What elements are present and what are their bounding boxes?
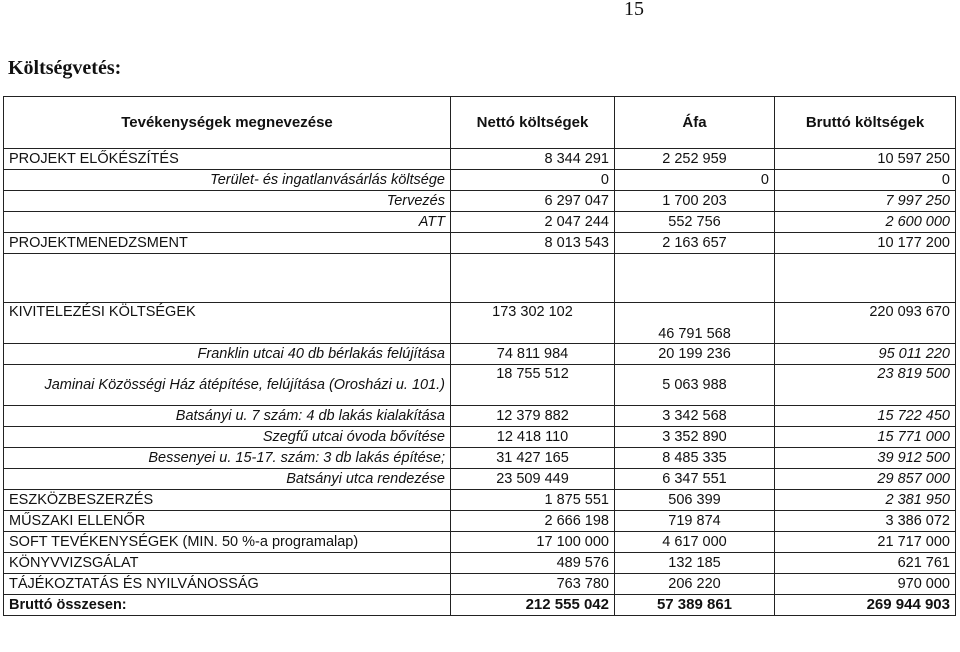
table-header-row (4, 97, 956, 149)
row-vat: 506 399 (615, 490, 775, 511)
row-name: SOFT TEVÉKENYSÉGEK (MIN. 50 %-a programalap) (4, 532, 451, 553)
row-gross: 15 771 000 (775, 427, 956, 448)
table-row (4, 365, 956, 406)
row-net: 763 780 (451, 574, 615, 595)
table-row (4, 191, 956, 212)
row-vat: 3 352 890 (615, 427, 775, 448)
row-name: Batsányi u. 7 szám: 4 db lakás kialakítása (4, 406, 451, 427)
row-gross: 39 912 500 (775, 448, 956, 469)
header-activity: Tevékenységek megnevezése (4, 97, 451, 149)
table-row (4, 149, 956, 170)
row-gross: 10 597 250 (775, 149, 956, 170)
row-gross: 10 177 200 (775, 233, 956, 254)
header-gross-cost: Bruttó költségek (775, 97, 956, 149)
row-gross: 7 997 250 (775, 191, 956, 212)
row-name: Tervezés (4, 191, 451, 212)
row-name: KIVITELEZÉSI KÖLTSÉGEK (4, 303, 451, 344)
row-net: 12 418 110 (451, 427, 615, 448)
row-vat: 719 874 (615, 511, 775, 532)
table-row (4, 511, 956, 532)
row-net: 74 811 984 (451, 344, 615, 365)
row-name: Franklin utcai 40 db bérlakás felújítása (4, 344, 451, 365)
row-vat: 3 342 568 (615, 406, 775, 427)
row-vat: 8 485 335 (615, 448, 775, 469)
table-row (4, 344, 956, 365)
row-gross: 970 000 (775, 574, 956, 595)
row-net: 12 379 882 (451, 406, 615, 427)
table-row (4, 303, 956, 344)
blank-row (4, 254, 956, 303)
row-vat: 20 199 236 (615, 344, 775, 365)
row-net: 18 755 512 (451, 365, 615, 406)
section-heading: Költségvetés: (8, 57, 122, 79)
total-gross: 269 944 903 (775, 595, 956, 616)
row-name: KÖNYVVIZSGÁLAT (4, 553, 451, 574)
row-gross: 21 717 000 (775, 532, 956, 553)
row-net: 8 013 543 (451, 233, 615, 254)
row-name: Bessenyei u. 15-17. szám: 3 db lakás építése; (4, 448, 451, 469)
table-row (4, 574, 956, 595)
row-vat: 5 063 988 (615, 365, 775, 406)
row-vat: 206 220 (615, 574, 775, 595)
row-net: 489 576 (451, 553, 615, 574)
header-net-cost: Nettó költségek (451, 97, 615, 149)
row-gross: 621 761 (775, 553, 956, 574)
table-row (4, 532, 956, 553)
table-row (4, 170, 956, 191)
row-vat: 4 617 000 (615, 532, 775, 553)
budget-table (3, 96, 956, 616)
row-name: Batsányi utca rendezése (4, 469, 451, 490)
table-row (4, 448, 956, 469)
table-row (4, 406, 956, 427)
table-row (4, 427, 956, 448)
table-row (4, 469, 956, 490)
row-gross: 0 (775, 170, 956, 191)
row-vat: 2 163 657 (615, 233, 775, 254)
row-vat: 2 252 959 (615, 149, 775, 170)
total-net: 212 555 042 (451, 595, 615, 616)
row-gross: 15 722 450 (775, 406, 956, 427)
row-gross: 23 819 500 (775, 365, 956, 406)
row-gross: 2 381 950 (775, 490, 956, 511)
row-net: 8 344 291 (451, 149, 615, 170)
row-vat: 0 (615, 170, 775, 191)
row-gross: 95 011 220 (775, 344, 956, 365)
row-name: ATT (4, 212, 451, 233)
row-vat: 46 791 568 (615, 303, 775, 344)
row-gross: 3 386 072 (775, 511, 956, 532)
row-vat: 132 185 (615, 553, 775, 574)
row-vat: 1 700 203 (615, 191, 775, 212)
total-vat: 57 389 861 (615, 595, 775, 616)
row-name: Terület- és ingatlanvásárlás költsége (4, 170, 451, 191)
row-name: ESZKÖZBESZERZÉS (4, 490, 451, 511)
row-net: 0 (451, 170, 615, 191)
header-vat: Áfa (615, 97, 775, 149)
total-row (4, 595, 956, 616)
row-name: Jaminai Közösségi Ház átépítése, felújítása (Orosházi u. 101.) (4, 365, 451, 406)
row-net: 6 297 047 (451, 191, 615, 212)
row-name: Szegfű utcai óvoda bővítése (4, 427, 451, 448)
row-net: 17 100 000 (451, 532, 615, 553)
row-net: 31 427 165 (451, 448, 615, 469)
row-gross: 2 600 000 (775, 212, 956, 233)
table-row (4, 233, 956, 254)
row-gross: 220 093 670 (775, 303, 956, 344)
table-row (4, 490, 956, 511)
row-net: 1 875 551 (451, 490, 615, 511)
table-row (4, 212, 956, 233)
row-vat: 552 756 (615, 212, 775, 233)
row-vat: 6 347 551 (615, 469, 775, 490)
row-name: PROJEKTMENEDZSMENT (4, 233, 451, 254)
row-net: 23 509 449 (451, 469, 615, 490)
row-name: TÁJÉKOZTATÁS ÉS NYILVÁNOSSÁG (4, 574, 451, 595)
row-net: 2 666 198 (451, 511, 615, 532)
page-number: 15 (624, 0, 644, 20)
row-name: PROJEKT ELŐKÉSZÍTÉS (4, 149, 451, 170)
row-net: 2 047 244 (451, 212, 615, 233)
row-name: MŰSZAKI ELLENŐR (4, 511, 451, 532)
table-row (4, 553, 956, 574)
row-gross: 29 857 000 (775, 469, 956, 490)
total-label: Bruttó összesen: (4, 595, 451, 616)
row-net: 173 302 102 (451, 303, 615, 344)
